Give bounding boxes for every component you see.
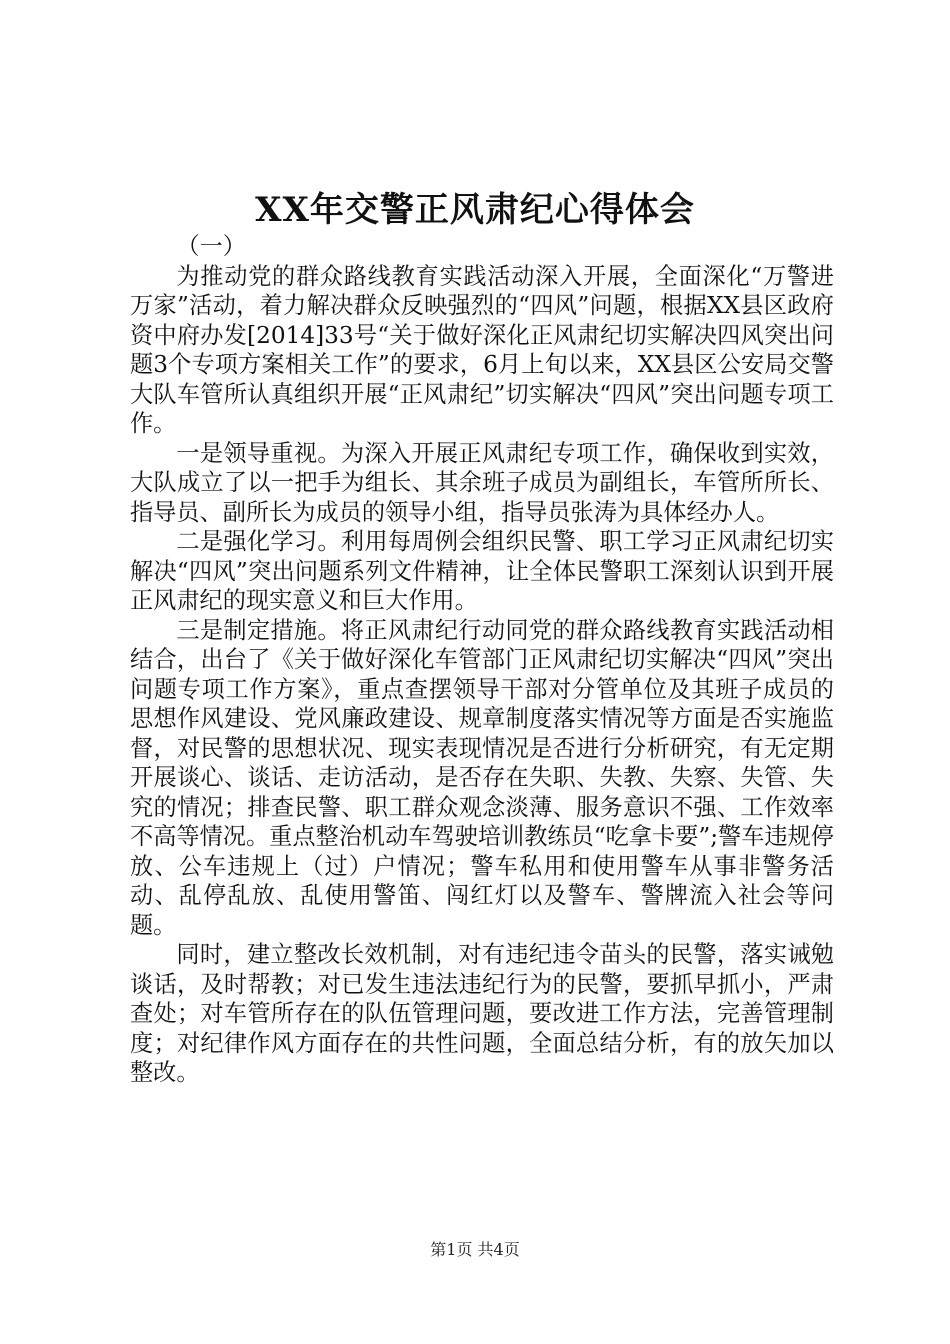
section-number: （一）: [176, 233, 246, 260]
page-number-footer: 第1页 共4页: [430, 1240, 520, 1259]
study-paragraph: 二是强化学习。利用每周例会组织民警、职工学习正风肃纪切实解决“四风”突出问题系列文件精神，让全体民警职工深刻认识到开展正风肃纪的现实意义和巨大作用。: [130, 528, 834, 614]
document-body: [130, 232, 834, 1088]
leadership-paragraph: 一是领导重视。为深入开展正风肃纪专项工作，确保收到实效，大队成立了以一把手为组长、其余班子成员为副组长，车管所所长、指导员、副所长为成员的领导小组，指导员张涛为具体经办人。: [130, 439, 834, 526]
rectification-paragraph: 同时，建立整改长效机制，对有违纪违令苗头的民警，落实诫勉谈话，及时帮教；对已发生违法违纪行为的民警，要抓早抓小，严肃查处；对车管所存在的队伍管理问题，要改进工作方法，完善管理制度；对纪律作风方面存在的共性问题，全面总结分析，有的放矢加以整改。: [130, 941, 834, 1086]
measures-paragraph: 三是制定措施。将正风肃纪行动同党的群众路线教育实践活动相结合，出台了《关于做好深化车管部门正风肃纪切实解决“四风”突出问题专项工作方案》，重点查摆领导干部对分管单位及其班子成员的思想作风建设、党风廉政建设、规章制度落实情况等方面是否实施监督，对民警的思想状况、现实表现情况是否进行分析研究，有无定期开展谈心、谈话、走访活动，是否存在失职、失教、失察、失管、失究的情况；排查民警、职工群众观念淡薄、服务意识不强、工作效率不高等情况。重点整治机动车驾驶培训教练员“吃拿卡要”;警车违规停放、公车违规上（过）户情况；警车私用和使用警车从事非警务活动、乱停乱放、乱使用警笛、闯红灯以及警车、警牌流入社会等问题。: [130, 616, 834, 939]
document-title: XX年交警正风肃纪心得体会: [255, 190, 695, 230]
intro-paragraph: 为推动党的群众路线教育实践活动深入开展，全面深化“万警进万家”活动，着力解决群众反映强烈的“四风”问题，根据XX县区政府资中府办发[2014]33号“关于做好深化正风肃纪切实解决四风突出问题3个专项方案相关工作”的要求，6月上旬以来，XX县区公安局交警大队车管所认真组织开展“正风肃纪”切实解决“四风”突出问题专项工作。: [130, 262, 834, 437]
